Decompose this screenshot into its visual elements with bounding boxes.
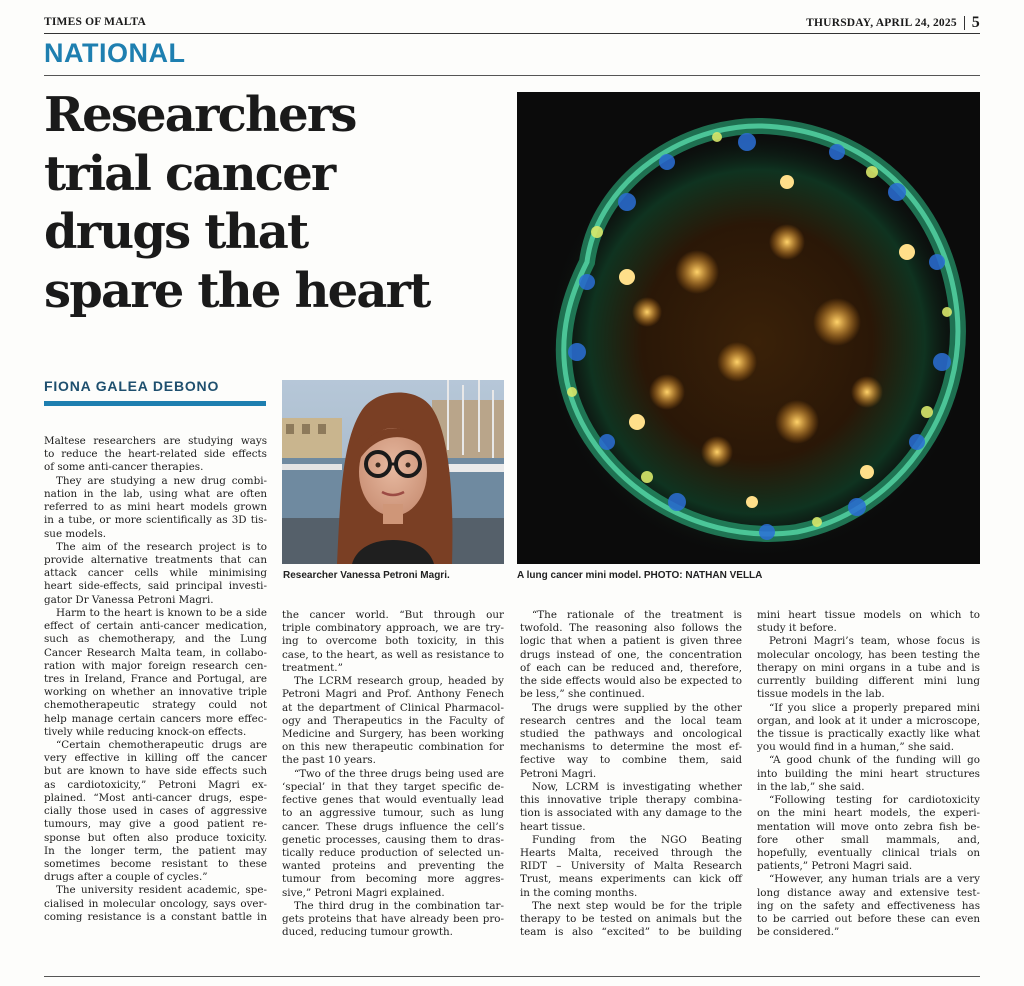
article-line: in a tube, or more scientifically as 3D tis- <box>44 514 267 527</box>
article-line: into building the mini heart structures <box>757 767 980 780</box>
article-line: sponse but often also produce toxicity. <box>44 831 267 844</box>
article-line: the cancer world. “But through our <box>282 609 504 621</box>
article-line: Now, LCRM is investigating whether <box>532 780 742 793</box>
article-line: ‘special’ in that they target specific de- <box>282 780 504 793</box>
section-label: NATIONAL <box>44 38 186 68</box>
article-line: research centres and the local team <box>520 714 742 727</box>
article-column-3 <box>520 609 742 939</box>
article-line: patients,” Petroni Magri said. <box>757 860 913 873</box>
article-line: cancer. These drugs influence the cell’s <box>282 820 504 833</box>
article-line: “However, any human trials are a very <box>769 873 980 886</box>
article-line: “Two of the three drugs being used are <box>294 767 504 780</box>
article-line: drugs after a couple of cycles.” <box>44 871 208 884</box>
article-line: fective genes that would eventually lead <box>282 794 504 807</box>
article-line: cially those used in cases of aggressive <box>44 805 267 818</box>
article-line: Cancer Research Malta team, in collabo- <box>44 646 267 659</box>
section-rule <box>44 75 980 76</box>
article-line: the tissue is practically exactly like what <box>757 727 980 740</box>
byline: FIONA GALEA DEBONO <box>44 378 220 394</box>
article-line: in the coming months. <box>520 886 638 899</box>
article-line: The LCRM research group, headed by <box>294 675 504 688</box>
article-line: mechanisms to determine the most ef- <box>520 741 742 754</box>
article-line: Petroni Magri’s team, whose focus is <box>769 635 980 648</box>
article-line: tres in Ireland, France and Portugal, are <box>44 672 267 685</box>
article-line: The next step would be for the triple <box>532 899 742 912</box>
article-line: case, to the heart, as well as resistance to <box>282 648 504 661</box>
article-line: ogy and Therapeutics in the Faculty of <box>282 714 504 727</box>
article-line: therapy to be tested on animals but the <box>520 913 742 926</box>
article-line: The university resident academic, spe- <box>56 884 267 897</box>
headline <box>44 86 504 320</box>
article-line: attack cancer cells while minimising <box>44 567 267 580</box>
article-line: “The rationale of the treatment is <box>532 609 742 621</box>
portrait-photo <box>282 380 504 564</box>
article-line: RIDT – University of Malta Research <box>520 860 742 873</box>
article-line: Medicine and Surgery, has been working <box>282 727 504 740</box>
article-line: but are known to have side effects such <box>44 765 267 778</box>
footer-rule <box>44 976 980 977</box>
masthead-date-block <box>806 14 980 32</box>
article-line: gator Dr Vanessa Petroni Magri. <box>44 593 214 606</box>
article-line: twofold. The reasoning also follows the <box>520 622 742 635</box>
article-line: gets proteins that have already been pro- <box>282 913 504 926</box>
article-line: triple combinatory approach, we are try- <box>282 622 504 635</box>
byline-accent-bar <box>44 401 266 406</box>
article-line: The drugs were supplied by the other <box>532 701 742 714</box>
article-line: “Certain chemotherapeutic drugs are <box>56 739 267 752</box>
article-line: tissue models in the lab. <box>757 688 885 701</box>
article-line: to reduce the heart-related side effects <box>44 448 267 461</box>
page-number: 5 <box>971 14 980 31</box>
article-line: ing to overcome both toxicity, in this <box>282 635 504 648</box>
article-line: fore other small mammals, and, <box>757 833 980 846</box>
article-line: at the department of Clinical Pharmacol- <box>282 701 504 714</box>
article-line: cialised in molecular oncology, says over- <box>44 897 267 910</box>
article-line: long distance away and extensive test- <box>757 886 980 899</box>
article-line: the side effects would also be expected to <box>520 675 742 688</box>
article-line: Harm to the heart is known to be a side <box>56 606 267 619</box>
portrait-caption: Researcher Vanessa Petroni Magri. <box>283 570 450 581</box>
article-line: wanted proteins and preventing the <box>282 860 504 873</box>
article-line: on the mini heart models, the experi- <box>757 807 980 820</box>
article-line: heart tissue. <box>520 820 586 833</box>
article-line: tion is associated with any damage to the <box>520 807 742 820</box>
article-line: working on whether an innovative triple <box>44 686 267 699</box>
article-line: Funding from the NGO Beating <box>532 833 742 846</box>
article-line: fective way to combine them, said <box>520 754 742 767</box>
article-line: organ, and look at it under a microscope, <box>757 714 980 727</box>
article-line: tively while reducing knock-on effects. <box>44 725 247 738</box>
article-line: Maltese researchers are studying ways <box>44 435 267 447</box>
article-line: chemotherapeutic strategy could not <box>44 699 267 712</box>
article-column-1 <box>44 435 267 924</box>
headline-line: trial cancer <box>44 145 335 202</box>
masthead <box>44 12 980 32</box>
article-line: In the longer term, the patient may <box>44 844 267 857</box>
article-line: the past 10 years. <box>282 754 376 767</box>
article-line: of each can be reduced and, therefore, <box>520 661 742 674</box>
article-line: therapy on mini organs in a tube and is <box>757 661 980 674</box>
article-line: you would find in a human,” she said. <box>757 741 955 754</box>
main-photo-caption: A lung cancer mini model. PHOTO: NATHAN VELLA <box>517 570 763 581</box>
masthead-separator <box>964 16 965 30</box>
article-line: treatment.” <box>282 661 343 674</box>
article-line: in the lab,” she said. <box>757 780 865 793</box>
article-line: on this new therapeutic combination for <box>282 741 504 754</box>
article-line: studied the pathways and oncological <box>520 727 742 740</box>
article-line: tically reduce production of selected un- <box>282 846 504 859</box>
article-line: Trust, means experiments can kick off <box>520 873 742 886</box>
article-line: genetic processes, causing them to dras- <box>282 833 504 846</box>
portrait-illustration <box>282 380 504 564</box>
mini-model-photo <box>517 92 980 564</box>
article-line: plained. “Most anti-cancer drugs, espe- <box>44 791 267 804</box>
article-line: molecular oncology, has been testing the <box>757 648 980 661</box>
article-line: provide alternative treatments that can <box>44 553 267 566</box>
article-line: as cardiotoxicity,” Petroni Magri ex- <box>44 778 267 791</box>
article-line: currently building different mini lung <box>757 675 980 688</box>
article-line: Hearts Malta, received through the <box>520 846 742 859</box>
masthead-rule <box>44 33 980 34</box>
article-line: logic that when a patient is given three <box>520 635 742 648</box>
article-line: mini heart tissue models on which to <box>757 609 980 621</box>
headline-line: drugs that <box>44 204 308 260</box>
article-line: such as chemotherapy, and the Lung <box>44 633 267 646</box>
headline-line: Researchers <box>44 87 356 143</box>
article-line: effect of certain anti-cancer medication, <box>44 620 267 633</box>
article-line: referred to as mini heart models grown <box>44 501 267 514</box>
article-line: They are studying a new drug combi- <box>56 474 267 487</box>
publication-name: TIMES OF MALTA <box>44 16 147 28</box>
headline-line: spare the heart <box>44 262 430 319</box>
article-line: be considered.” <box>757 926 840 939</box>
article-line: “A good chunk of the funding will go <box>769 754 980 767</box>
article-line: sive,” Petroni Magri explained. <box>282 886 445 899</box>
article-line: The aim of the research project is to <box>56 540 267 553</box>
article-line: ration with major foreign research cen- <box>44 659 267 672</box>
article-line: drugs instead of one, the concentration <box>520 648 742 661</box>
article-line: Petroni Magri and Prof. Anthony Fenech <box>282 688 504 701</box>
article-line: this innovative triple therapy combina- <box>520 794 742 807</box>
article-line: team is also “excited” to be building <box>520 926 742 939</box>
issue-date: THURSDAY, APRIL 24, 2025 <box>806 17 957 29</box>
article-line: “Following testing for cardiotoxicity <box>769 794 980 807</box>
article-column-4 <box>757 609 980 939</box>
article-line: sometimes become resistant to these <box>44 858 267 870</box>
article-line: mentation will move onto zebra fish be- <box>757 820 980 833</box>
article-line: duced, reducing tumour growth. <box>282 926 453 939</box>
article-line: tumour from becoming more aggres- <box>282 873 504 886</box>
article-line: heart side-effects, said principal investi- <box>44 580 267 593</box>
article-line: Petroni Magri. <box>520 767 597 780</box>
article-line: nation in the lab, using what are often <box>44 487 267 500</box>
article-line: be less,” she continued. <box>520 688 645 701</box>
article-line: help manage certain cancers more effec- <box>44 712 267 725</box>
article-line: hopefully, eventually clinical trials on <box>757 846 980 859</box>
article-column-2 <box>282 609 504 939</box>
article-line: very effective in killing off the cancer <box>44 752 267 765</box>
article-line: of some anti-cancer therapies. <box>44 461 204 474</box>
article-line: The third drug in the combination tar- <box>294 899 504 912</box>
article-line: “If you slice a properly prepared mini <box>769 701 980 714</box>
article-line: coming resistance is a constant battle in <box>44 910 267 923</box>
article-line: ing on the safety and effectiveness has <box>757 899 980 912</box>
article-line: study it before. <box>757 622 837 635</box>
article-line: sue models. <box>44 527 107 540</box>
article-line: to be carried out before these can even <box>757 913 980 926</box>
micrograph-illustration <box>517 92 980 564</box>
article-line: to an aggressive tumour, such as lung <box>282 807 504 820</box>
article-line: tumours, may give a good patient re- <box>44 818 267 831</box>
